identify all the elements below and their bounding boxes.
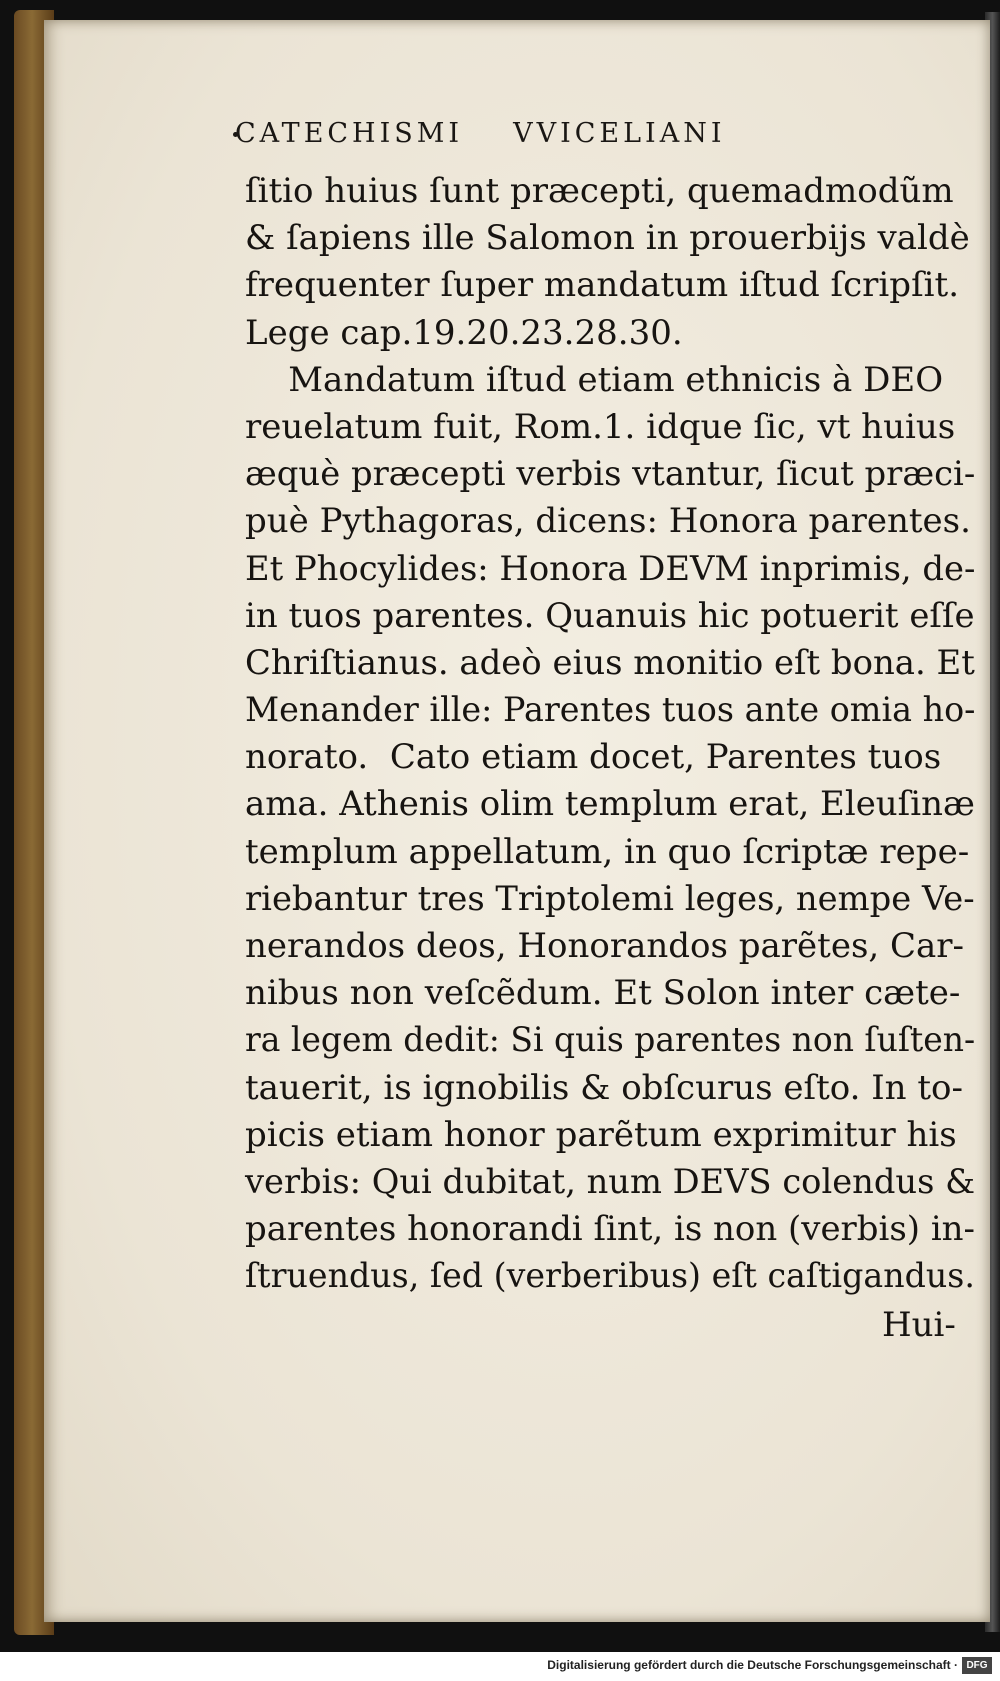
text-line: nibus non veſcẽdum. Et Solon inter cæte- — [245, 973, 961, 1014]
text-line: verbis: Qui dubitat, num DEVS colendus & — [245, 1161, 976, 1202]
catchword: Hui- — [882, 1305, 956, 1345]
digitization-footer — [0, 1652, 1000, 1681]
text-line: tauerit, is ignobilis & obſcurus eſto. In to- — [245, 1067, 963, 1108]
text-line: & ſapiens ille Salomon in prouerbijs valdè — [245, 218, 970, 259]
text-line: in tuos parentes. Quanuis hic potuerit eſſe — [245, 595, 975, 636]
text-line: ra legem dedit: Si quis parentes non ſuſten- — [245, 1020, 976, 1061]
text-line: Chriſtianus. adeò eius monitio eſt bona. Et — [245, 642, 975, 683]
text-line: Mandatum iſtud etiam ethnicis à DEO — [245, 359, 944, 400]
text-line: ama. Athenis olim templum erat, Eleuſinæ — [245, 784, 975, 825]
text-line: frequenter ſuper mandatum iſtud ſcripſit. — [245, 265, 959, 306]
running-head-left: CATECHISMI — [235, 118, 464, 149]
body-text — [245, 168, 975, 1301]
text-line: ſtruendus, ſed (verberibus) eſt caſtigandus. — [245, 1256, 975, 1297]
text-line: æquè præcepti verbis vtantur, ſicut præci- — [245, 454, 976, 495]
text-line: Menander ille: Parentes tuos ante omia ho- — [245, 690, 976, 731]
text-line: riebantur tres Triptolemi leges, nempe Ve- — [245, 878, 975, 919]
text-line: nerandos deos, Honorandos parẽtes, Car- — [245, 926, 965, 966]
text-line: reuelatum fuit, Rom.1. idque ſic, vt huius — [245, 406, 956, 447]
text-line: Lege cap.19.20.23.28.30. — [245, 312, 683, 353]
running-head-right: VVICELIANI — [513, 118, 726, 149]
text-line: templum appellatum, in quo ſcriptæ repe- — [245, 831, 970, 872]
text-line: puè Pythagoras, dicens: Honora parentes. — [245, 501, 971, 542]
text-line: ſitio huius ſunt præcepti, quemadmodũm — [245, 171, 954, 211]
funding-credit: Digitalisierung gefördert durch die Deutsche Forschungsgemeinschaft · — [547, 1658, 958, 1672]
text-line: Et Phocylides: Honora DEVM inprimis, de- — [245, 548, 976, 589]
dfg-logo: DFG — [962, 1657, 992, 1674]
text-line: picis etiam honor parẽtum exprimitur his — [245, 1114, 957, 1155]
text-line: parentes honorandi ſint, is non (verbis) in- — [245, 1209, 976, 1250]
running-head — [235, 118, 955, 149]
text-line: norato. Cato etiam docet, Parentes tuos — [245, 737, 942, 778]
